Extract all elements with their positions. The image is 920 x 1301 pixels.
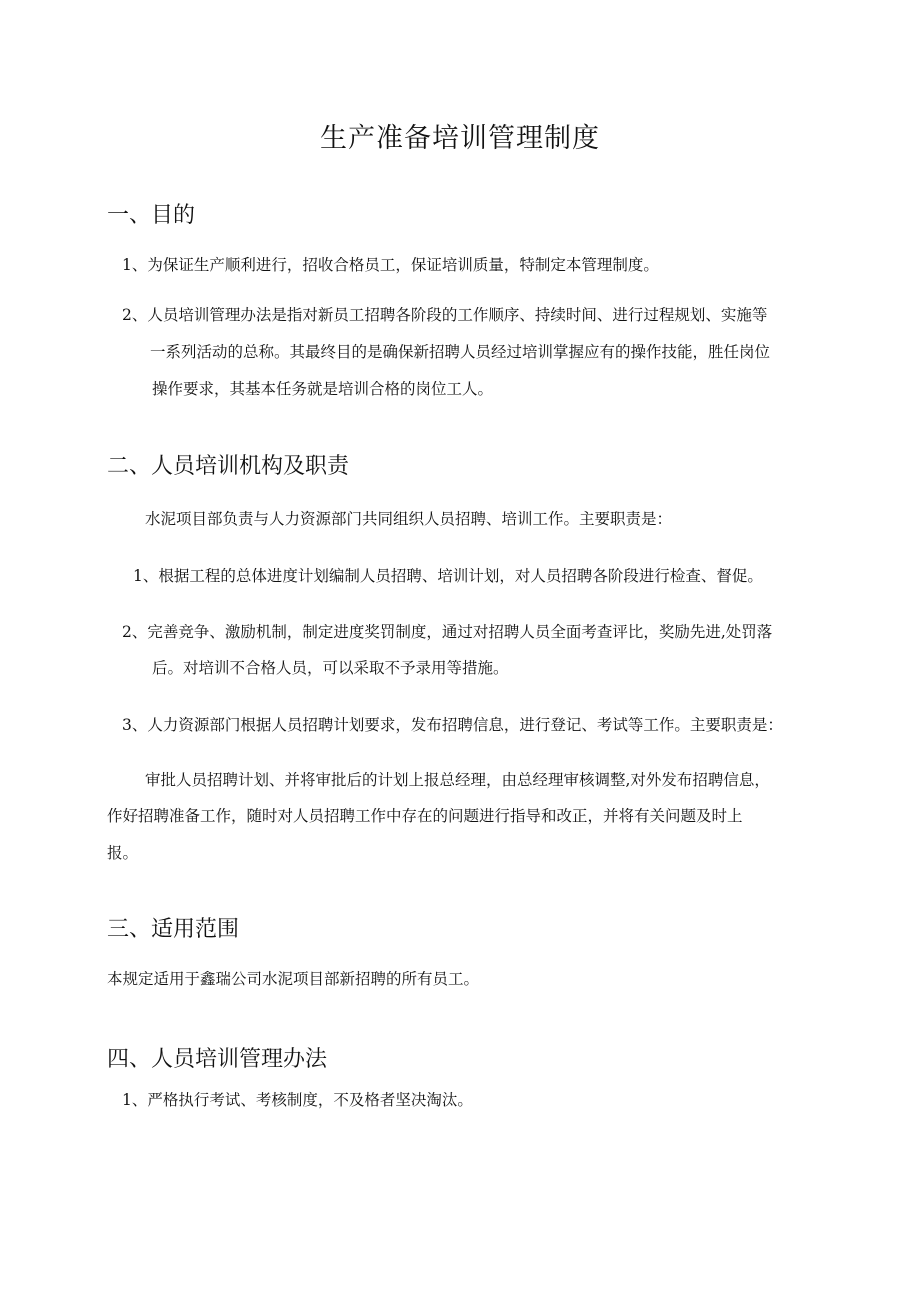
paragraph-line: 3、人力资源部门根据人员招聘计划要求，发布招聘信息，进行登记、考试等工作。主要职责是：: [122, 716, 783, 734]
section-heading-scope: 三、适用范围: [107, 917, 240, 942]
paragraph-line: 2、人员培训管理办法是指对新员工招聘各阶段的工作顺序、持续时间、进行过程规划、实施等: [122, 306, 768, 324]
paragraph-line: 本规定适用于鑫瑞公司水泥项目部新招聘的所有员工。: [107, 970, 480, 988]
paragraph-line: 后。对培训不合格人员，可以采取不予录用等措施。: [152, 659, 509, 677]
paragraph-line: 操作要求，其基本任务就是培训合格的岗位工人。: [152, 380, 494, 398]
section-heading-purpose: 一、目的: [107, 203, 196, 228]
paragraph-line: 审批人员招聘计划、并将审批后的计划上报总经理，由总经理审核调整,对外发布招聘信息，: [145, 771, 770, 789]
paragraph-line: 作好招聘准备工作，随时对人员招聘工作中存在的问题进行指导和改正，并将有关问题及时上: [107, 807, 743, 825]
paragraph-line: 水泥项目部负责与人力资源部门共同组织人员招聘、培训工作。主要职责是：: [145, 510, 673, 528]
section-heading-methods: 四、人员培训管理办法: [107, 1047, 328, 1072]
paragraph-line: 1、为保证生产顺利进行，招收合格员工，保证培训质量，特制定本管理制度。: [122, 256, 659, 274]
paragraph-line: 2、完善竞争、激励机制，制定进度奖罚制度，通过对招聘人员全面考查评比，奖励先进,处罚落: [122, 623, 773, 641]
paragraph-line: 报。: [107, 844, 139, 862]
section-heading-organization: 二、人员培训机构及职责: [107, 454, 350, 479]
document-title: 生产准备培训管理制度: [320, 123, 600, 154]
paragraph-line: 一系列活动的总称。其最终目的是确保新招聘人员经过培训掌握应有的操作技能，胜任岗位: [150, 343, 771, 361]
paragraph-line: 1、根据工程的总体进度计划编制人员招聘、培训计划，对人员招聘各阶段进行检查、督促。: [133, 567, 763, 585]
paragraph-line: 1、严格执行考试、考核制度，不及格者坚决淘汰。: [122, 1091, 473, 1109]
